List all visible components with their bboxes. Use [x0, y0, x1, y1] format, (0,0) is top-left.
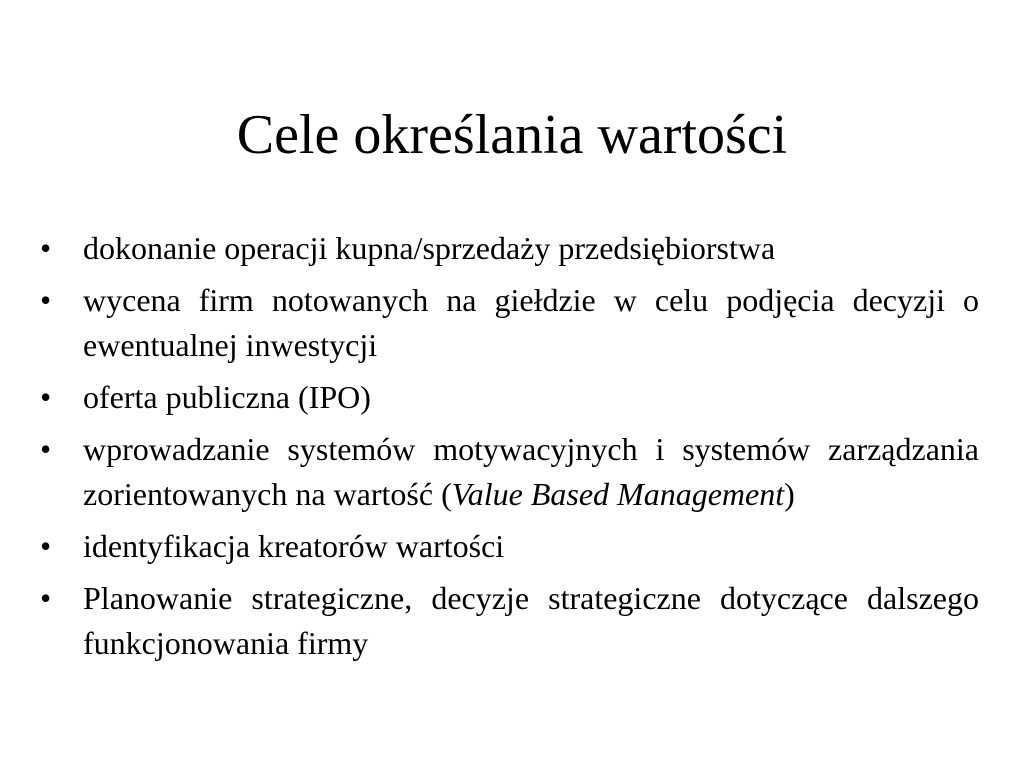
- list-item: [0, 375, 979, 420]
- list-item-text-before: wprowadzanie systemów motywacyjnych i systemów zarządzania zorientowanych na wartość (: [83, 431, 979, 512]
- list-item-text: wycena firm notowanych na giełdzie w celu podjęcia decyzji o ewentualnej inwestycji: [83, 282, 979, 363]
- list-item-text: oferta publiczna (IPO): [83, 379, 371, 415]
- bullet-icon: •: [40, 379, 52, 415]
- bullet-icon: •: [40, 528, 52, 564]
- list-item-text-italic: Value Based Management: [451, 476, 785, 512]
- list-item-text: Planowanie strategiczne, decyzje strategiczne dotyczące dalszego funkcjonowania firmy: [83, 580, 979, 661]
- list-item-text: dokonanie operacji kupna/sprzedaży przedsiębiorstwa: [83, 230, 776, 266]
- list-item: [0, 524, 979, 569]
- list-item: [0, 226, 979, 271]
- list-item-text: identyfikacja kreatorów wartości: [83, 528, 505, 564]
- list-item: [0, 427, 979, 517]
- bullet-icon: •: [40, 230, 52, 266]
- list-item-text: [83, 431, 979, 512]
- bullet-icon: •: [40, 580, 52, 616]
- list-item-text-after: ): [784, 476, 795, 512]
- bullet-list: [0, 226, 1024, 673]
- bullet-icon: •: [40, 282, 52, 318]
- list-item: [0, 278, 979, 368]
- list-item: [0, 576, 979, 666]
- slide-title: Cele określania wartości: [236, 104, 788, 166]
- bullet-icon: •: [40, 431, 52, 467]
